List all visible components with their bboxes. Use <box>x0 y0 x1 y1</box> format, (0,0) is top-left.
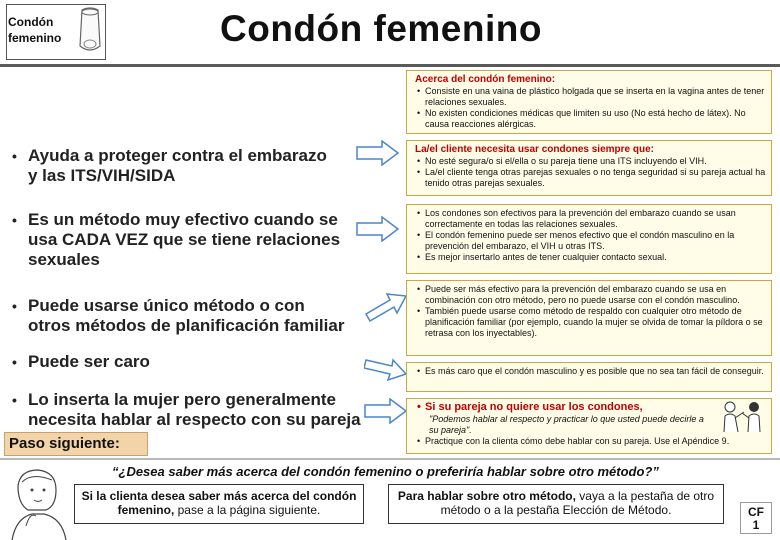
next-step-label: Paso siguiente: <box>4 432 148 456</box>
condom-package-icon <box>76 6 104 56</box>
about-header: Acerca del condón femenino: <box>415 74 556 85</box>
left-point-2-line-3: sexuales <box>28 250 100 269</box>
bottom-divider <box>0 458 780 460</box>
partner-header: • Si su pareja no quiere usar los condones, <box>415 402 711 413</box>
effective-item-3: • Es mejor insertarlo antes de tener cualquier contacto sexual. <box>415 252 766 263</box>
left-point-1: • Ayuda a proteger contra el embarazo y las ITS/VIH/SIDA <box>12 146 327 185</box>
cost-box <box>406 362 772 392</box>
other-method-option[interactable] <box>388 484 724 524</box>
left-point-5-line-1: Lo inserta la mujer pero generalmente <box>28 390 336 409</box>
other-method-bold: Para hablar sobre otro método, <box>397 489 576 503</box>
right-arrow-icon <box>364 290 408 324</box>
effective-item-2: • El condón femenino puede ser menos efectivo que el condón masculino en la prevención del embarazo, el VIH u otras ITS. <box>415 230 766 252</box>
woman-illustration <box>2 466 74 540</box>
partner-item-1: • Practique con la clienta cómo debe hablar con su pareja. Use el Apéndice 9. <box>415 436 771 447</box>
left-point-5: • Lo inserta la mujer pero generalmente necesita hablar al respecto con su pareja <box>12 390 361 429</box>
client-box <box>406 140 772 196</box>
page-badge <box>740 502 772 534</box>
learn-more-option[interactable] <box>74 484 364 524</box>
logo-line-2: femenino <box>8 31 62 45</box>
right-arrow-icon <box>364 398 408 424</box>
left-point-1-line-1: Ayuda a proteger contra el embarazo <box>28 146 327 165</box>
left-point-1-line-2: y las ITS/VIH/SIDA <box>28 166 176 185</box>
learn-more-rest: pase a la página siguiente. <box>174 503 321 517</box>
badge-line-2: 1 <box>752 518 760 532</box>
partner-quote: "Podemos hablar al respecto y practicar lo que usted puede decirle a su pareja". <box>429 414 704 435</box>
right-arrow-icon <box>364 356 408 384</box>
left-point-2: • Es un método muy efectivo cuando se usa CADA VEZ que se tiene relaciones sexuales <box>12 210 341 269</box>
other-methods-item-2: • También puede usarse como método de respaldo con cualquier otro método de planificación familiar (por ejemplo, cuando la mujer se olvida de tomar la píldora o se retrasa con los inyectables). <box>415 306 766 339</box>
client-item-1: • No esté segura/o si el/ella o su pareja tiene una ITS incluyendo el VIH. <box>415 156 766 167</box>
cost-item-1: • Es más caro que el condón masculino y es posible que no sea tan fácil de conseguir. <box>415 366 766 377</box>
about-box <box>406 70 772 134</box>
logo-line-1: Condón <box>8 15 54 29</box>
effective-item-1: • Los condones son efectivos para la prevención del embarazo cuando se usan correctamente en todas las relaciones sexuales. <box>415 208 766 230</box>
badge-line-1: CF <box>748 505 764 519</box>
right-arrow-icon <box>356 216 400 242</box>
page-title: Condón femenino <box>220 8 542 49</box>
client-item-2: • La/el cliente tenga otras parejas sexuales o no tenga seguridad si su pareja actual ha tenido otras parejas sexuales. <box>415 167 766 189</box>
top-divider <box>0 64 780 67</box>
left-point-3-line-1: Puede usarse único método o con <box>28 296 305 315</box>
left-point-2-line-2: usa CADA VEZ que se tiene relaciones <box>28 230 341 249</box>
left-point-2-line-1: Es un método muy efectivo cuando se <box>28 210 338 229</box>
about-item-2: • No existen condiciones médicas que limiten su uso (No está hecho de látex). No causa reacciones alérgicas. <box>415 108 766 130</box>
other-method-rest: vaya a la pestaña de otro método o a la pestaña Elección de Método. <box>440 489 715 517</box>
next-step-question: “¿Desea saber más acerca del condón femenino o preferiría hablar sobre otro método?” <box>112 464 659 479</box>
couple-illustration <box>716 400 768 434</box>
logo-text <box>8 14 61 46</box>
left-point-4-line-1: Puede ser caro <box>28 352 150 371</box>
learn-more-bold: Si la clienta desea saber más acerca del condón femenino, <box>81 489 357 517</box>
other-methods-box <box>406 280 772 356</box>
client-header: La/el cliente necesita usar condones siempre que: <box>415 144 654 155</box>
left-point-3-line-2: otros métodos de planificación familiar <box>28 316 345 335</box>
other-methods-item-1: • Puede ser más efectivo para la prevención del embarazo cuando se usa en combinación con otro método, pero no puede usarse con el condón masculino. <box>415 284 766 306</box>
right-arrow-icon <box>356 140 400 166</box>
left-point-3: • Puede usarse único método o con otros métodos de planificación familiar <box>12 296 345 335</box>
left-point-4: • Puede ser caro <box>12 352 150 371</box>
effective-box <box>406 204 772 274</box>
about-item-1: • Consiste en una vaina de plástico holgada que se inserta en la vagina antes de tener relaciones sexuales. <box>415 86 766 108</box>
left-point-5-line-2: necesita hablar al respecto con su pareja <box>28 410 361 429</box>
